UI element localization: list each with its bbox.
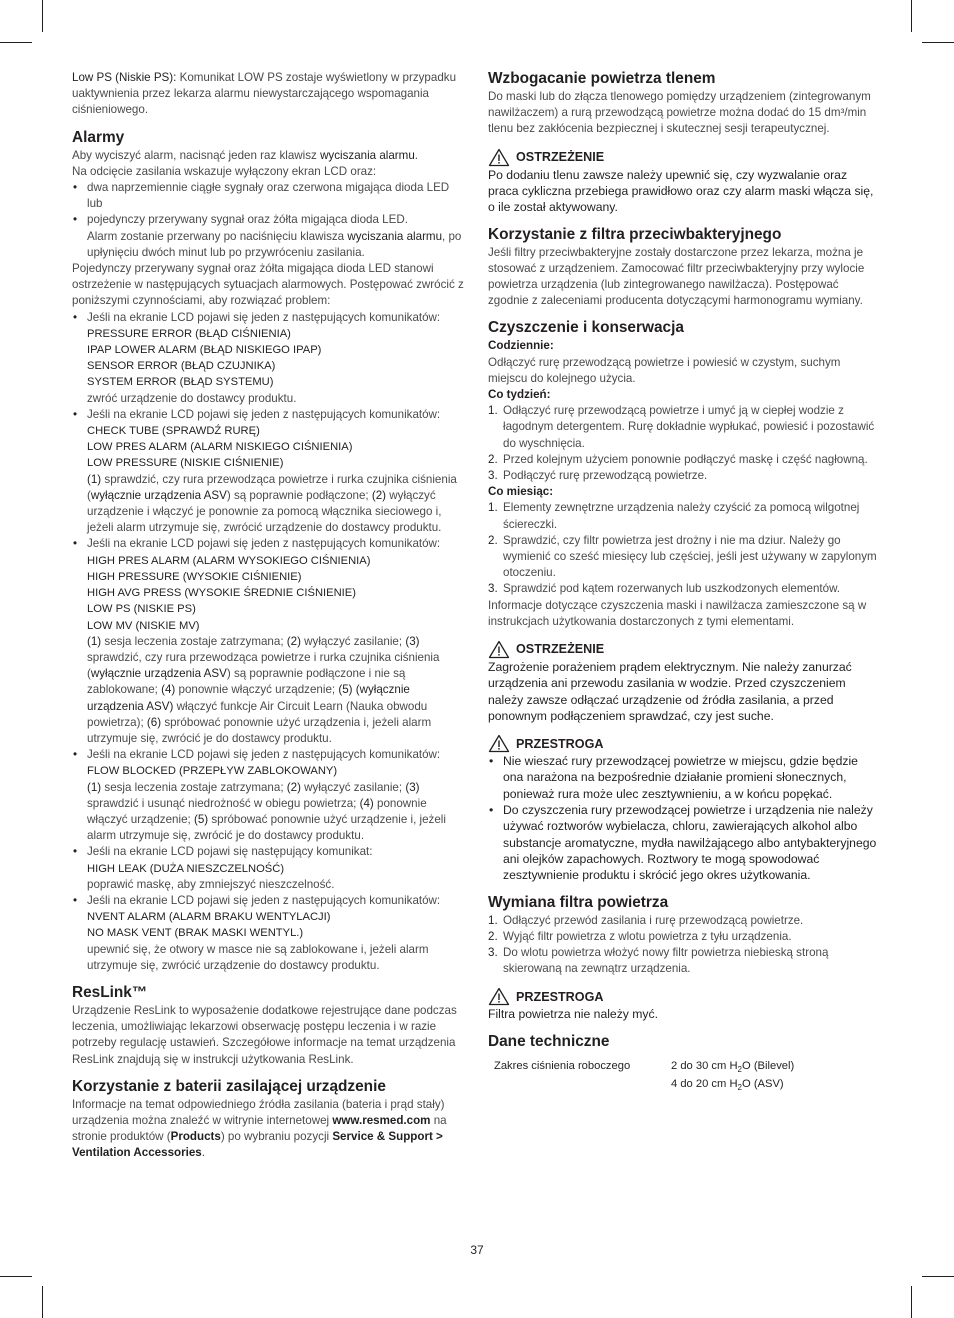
list-item: 1. Elementy zewnętrzne urządzenia należy czyścić za pomocą wilgotnej ściereczki. bbox=[488, 501, 860, 531]
low-ps-paragraph: Low PS (Niskie PS): Komunikat LOW PS zostaje wyświetlony w przypadku uaktywnienia przez lekarza alarmu niewystarczającego wspomagania ciśnieniowego. bbox=[72, 71, 457, 117]
cleaning-caution-body bbox=[488, 753, 880, 883]
list-item: 2. Przed kolejnym użyciem ponownie podłączyć maskę i część nagłowną. bbox=[488, 452, 868, 466]
alarm-code: HIGH PRESSURE (WYSOKIE CIŚNIENIE) bbox=[87, 570, 302, 583]
alarms-heading: Alarmy bbox=[72, 128, 125, 146]
list-item: 2. Sprawdzić, czy filtr powietrza jest drożny i nie ma dziur. Należy go wymienić co sześć miesięcy lub częściej, jeśli jest używany w zapylonym otoczeniu. bbox=[488, 533, 877, 580]
alarm-code: HIGH PRES ALARM (ALARM WYSOKIEGO CIŚNIENIA) bbox=[87, 554, 371, 567]
alarm-group-5: • Jeśli na ekranie LCD pojawi się następujący komunikat: HIGH LEAK (DUŻA NIESZCZELNOŚĆ) poprawić maskę, aby zmniejszyć nieszczelność. bbox=[72, 844, 464, 893]
power-off-intro: Na odcięcie zasilania wskazuje wyłączony ekran LCD oraz: bbox=[72, 164, 377, 178]
alarm-code: IPAP LOWER ALARM (BŁĄD NISKIEGO IPAP) bbox=[87, 344, 322, 357]
crop-mark bbox=[0, 42, 32, 43]
cleaning-warning-text: Zagrożenie porażeniem prądem elektrycznym. Nie należy zanurzać urządzenia ani przewodu zasilania w wodzie. Przed czyszczeniem należy zawsze odłączać urządzenie od źródła zasilania, a przed ponownym podłączeniem sprawdzać, czy jest suche. bbox=[488, 659, 852, 723]
warning-heading: OSTRZEŻENIE bbox=[488, 640, 880, 659]
list-item: • Do czyszczenia rury przewodzącej powietrze i urządzenia nie należy używać roztworów wybielacza, chloru, zawierających alkohol albo substancje aromatyczne, mydła nawilżającego albo antybakteryjnego ani olejków zapachowych. Roztwory te mogą spowodować zesztywnienie produktu i skrócić jego okres użytkowania. bbox=[488, 802, 880, 883]
weekly-list bbox=[488, 403, 880, 484]
monthly-list bbox=[488, 500, 880, 597]
alarm-code: SYSTEM ERROR (BŁĄD SYSTEMU) bbox=[87, 376, 274, 389]
alarm-code: LOW PS (NISKIE PS) bbox=[87, 603, 196, 616]
oxygen-warning-text: Po dodaniu tlenu zawsze należy upewnić się, czy wyzwalanie oraz praca cykliczna przebiega prawidłowo oraz czy alarm maski włącza się, o ile został aktywowany. bbox=[488, 167, 874, 215]
crop-mark bbox=[911, 0, 912, 32]
alarm-group-6: • Jeśli na ekranie LCD pojawi się jeden z następujących komunikatów: NVENT ALARM (ALARM BRAKU WENTYLACJI) NO MASK VENT (BRAK MASKI WENTYL.) upewnić się, że otwory w masce nie są zablokowane i, jeżeli alarm utrzymuje się, zwrócić urządzenie do dostawcy produktu. bbox=[72, 893, 464, 974]
caution-heading: PRZESTROGA bbox=[488, 987, 880, 1006]
list-item: 1. Odłączyć rurę przewodzącą powietrze i umyć ją w ciepłej wodzie z łagodnym detergentem. Rurę dokładnie wypłukać, powiesić i pozostawić do wyschnięcia. bbox=[488, 404, 875, 450]
list-item: 3. Podłączyć rurę przewodzącą powietrze. bbox=[488, 468, 708, 482]
alarm-groups-list bbox=[72, 310, 464, 974]
filter-heading: Korzystanie z filtra przeciwbakteryjnego bbox=[488, 225, 782, 243]
single-signal-paragraph: Pojedynczy przerywany sygnał oraz żółta migająca dioda LED stanowi ostrzeżenie w następujących sytuacjach alarmowych. Postępować zwrócić z poniższymi czynnościami, aby rozwiązać problem: bbox=[72, 262, 464, 308]
alarm-code: NVENT ALARM (ALARM BRAKU WENTYLACJI) bbox=[87, 911, 331, 924]
warning-triangle-icon bbox=[488, 734, 510, 753]
alarm-group-2: • Jeśli na ekranie LCD pojawi się jeden z następujących komunikatów: CHECK TUBE (SPRAWDŹ RURĘ) LOW PRES ALARM (ALARM NISKIEGO CIŚNIENIA) LOW PRESSURE (NISKIE CIŚNIENIE) (1) sprawdzić, czy rura przewodząca powietrze i rurka czujnika ciśnienia (wyłącznie urządzenia ASV) są poprawnie podłączone; (2) wyłączyć urządzenie i włączyć je ponownie za pomocą włącznika sieciowego i, jeżeli alarm utrzymuje się, zwrócić urządzenie do dostawcy produktu. bbox=[72, 407, 464, 537]
weekly-label: Co tydzień: bbox=[488, 387, 551, 401]
cleaning-heading: Czyszczenie i konserwacja bbox=[488, 319, 684, 337]
alarm-code: SENSOR ERROR (BŁĄD CZUJNIKA) bbox=[87, 360, 276, 373]
warning-heading: OSTRZEŻENIE bbox=[488, 148, 880, 167]
tech-data-table bbox=[488, 1057, 800, 1097]
alarm-code: LOW PRESSURE (NISKIE CIŚNIENIE) bbox=[87, 457, 284, 470]
tech-data-heading: Dane techniczne bbox=[488, 1032, 610, 1050]
crop-mark bbox=[911, 1286, 912, 1318]
power-off-list bbox=[72, 180, 464, 261]
crop-mark bbox=[0, 1276, 32, 1277]
alarm-code: LOW MV (NISKIE MV) bbox=[87, 619, 200, 632]
filter-caution-text: Filtra powietrza nie należy myć. bbox=[488, 1007, 659, 1022]
crop-mark bbox=[42, 0, 43, 32]
caution-heading: PRZESTROGA bbox=[488, 734, 880, 753]
left-column bbox=[72, 70, 464, 1162]
warning-triangle-icon bbox=[488, 987, 510, 1006]
monthly-label: Co miesiąc: bbox=[488, 485, 554, 499]
alarm-code: PRESSURE ERROR (BŁĄD CIŚNIENIA) bbox=[87, 327, 291, 340]
filter-replace-list bbox=[488, 913, 880, 978]
list-item: 1. Odłączyć przewód zasilania i rurę przewodzącą powietrze. bbox=[488, 913, 804, 927]
list-item: • pojedynczy przerywany sygnał oraz żółta migająca dioda LED. Alarm zostanie przerwany po naciśnięciu klawisza wyciszania alarmu, po upłynięciu dwóch minut lub po przywróceniu zasilania. bbox=[72, 212, 464, 261]
table-row bbox=[488, 1057, 800, 1097]
daily-label: Codziennie: bbox=[488, 339, 554, 353]
spec-value: 2 do 30 cm $H_2O$ (Bilevel) 4 do 20 cm $H_2O$ (ASV) bbox=[671, 1059, 795, 1093]
cleaning-info: Informacje dotyczące czyszczenia maski i nawilżacza zamieszczone są w instrukcjach użytkowania dostarczonych z tymi elementami. bbox=[488, 598, 867, 628]
list-item: • dwa naprzemiennie ciągłe sygnały oraz czerwona migająca dioda LED lub bbox=[72, 180, 464, 212]
crop-mark bbox=[922, 1276, 954, 1277]
warning-triangle-icon bbox=[488, 640, 510, 659]
alarm-code: NO MASK VENT (BRAK MASKI WENTYL.) bbox=[87, 927, 304, 940]
spec-label: Zakres ciśnienia roboczego bbox=[494, 1059, 631, 1072]
alarm-code: FLOW BLOCKED (PRZEPŁYW ZABLOKOWANY) bbox=[87, 765, 338, 778]
alarm-mute-intro: Aby wyciszyć alarm, nacisnąć jeden raz klawisz wyciszania alarmu. bbox=[72, 148, 419, 162]
reslink-heading: ResLink™ bbox=[72, 983, 148, 1001]
alarm-code: HIGH AVG PRESS (WYSOKIE ŚREDNIE CIŚNIENIE) bbox=[87, 587, 356, 600]
alarm-code: HIGH LEAK (DUŻA NIESZCZELNOŚĆ) bbox=[87, 862, 285, 875]
list-item: 3. Sprawdzić pod kątem rozerwanych lub uszkodzonych elementów. bbox=[488, 582, 841, 596]
page-number: 37 bbox=[470, 1243, 484, 1257]
alarm-code: CHECK TUBE (SPRAWDŹ RURĘ) bbox=[87, 425, 260, 438]
daily-text: Odłączyć rurę przewodzącą powietrze i powiesić w czystym, suchym miejscu do kolejnego użycia. bbox=[488, 355, 841, 385]
crop-mark bbox=[922, 42, 954, 43]
filter-replace-heading: Wymiana filtra powietrza bbox=[488, 893, 669, 911]
alarm-group-1: • Jeśli na ekranie LCD pojawi się jeden z następujących komunikatów: PRESSURE ERROR (BŁĄD CIŚNIENIA) IPAP LOWER ALARM (BŁĄD NISKIEGO IPAP) SENSOR ERROR (BŁĄD CZUJNIKA) SYSTEM ERROR (BŁĄD SYSTEMU) zwróć urządzenie do dostawcy produktu. bbox=[72, 310, 464, 407]
list-item: 3. Do wlotu powietrza włożyć nowy filtr powietrza niebieską stroną skierowaną na zewnątrz urządzenia. bbox=[488, 945, 829, 976]
list-item: • Nie wieszać rury przewodzącej powietrze w miejscu, gdzie będzie ona narażona na bezpośrednie działanie promieni słonecznych, ponieważ rura może ulec zesztywnieniu, a w końcu popękać. bbox=[488, 753, 880, 802]
battery-text: Informacje na temat odpowiedniego źródła zasilania (bateria i prąd stały) urządzenia można znaleźć w witrynie internetowej www.resmed.com na stronie produktów (Products) po wybraniu pozycji Service & Support > Ventilation Accessories. bbox=[72, 1097, 447, 1160]
oxygen-heading: Wzbogacanie powietrza tlenem bbox=[488, 70, 716, 87]
resmed-link[interactable]: www.resmed.com bbox=[332, 1113, 431, 1127]
alarm-code: LOW PRES ALARM (ALARM NISKIEGO CIŚNIENIA) bbox=[87, 441, 353, 454]
reslink-text: Urządzenie ResLink to wyposażenie dodatkowe rejestrujące dane podczas leczenia, umożliwiając lekarzowi obserwację postępu leczenia i w razie potrzeby regulację ustawień. Szczegółowe informacje na temat urządzenia ResLink znajdują się w instrukcji użytkowania ResLink. bbox=[72, 1003, 457, 1066]
list-item: 2. Wyjąć filtr powietrza z wlotu powietrza z tyłu urządzenia. bbox=[488, 929, 792, 943]
warning-triangle-icon bbox=[488, 148, 510, 167]
crop-mark bbox=[42, 1286, 43, 1318]
alarm-group-3: • Jeśli na ekranie LCD pojawi się jeden z następujących komunikatów: HIGH PRES ALARM (ALARM WYSOKIEGO CIŚNIENIA) HIGH PRESSURE (WYSOKIE CIŚNIENIE) HIGH AVG PRESS (WYSOKIE ŚREDNIE CIŚNIENIE) LOW PS (NISKIE PS) LOW MV (NISKIE MV) (1) sesja leczenia zostaje zatrzymana; (2) wyłączyć zasilanie; (3) sprawdzić, czy rura przewodząca powietrze i rurka czujnika ciśnienia (wyłącznie urządzenia ASV) są poprawnie podłączone i nie są zablokowane; (4) ponownie włączyć urządzenie; (5) (wyłącznie urządzenia ASV) włączyć funkcje Air Circuit Learn (Nauka obwodu powietrza); (6) spróbować ponownie użyć urządzenia i, jeżeli alarm utrzymuje się, zwrócić je do dostawcy produktu. bbox=[72, 536, 464, 747]
battery-heading: Korzystanie z baterii zasilającej urządzenie bbox=[72, 1077, 386, 1095]
oxygen-text: Do maski lub do złącza tlenowego pomiędzy urządzeniem (zintegrowanym nawilżaczem) a rurą przewodzącą powietrze można dodać do 15 dm³/min tlenu bez zakłócenia bezpiecznej i skutecznej sesji terapeutycznej. bbox=[488, 90, 871, 136]
alarm-group-4: • Jeśli na ekranie LCD pojawi się jeden z następujących komunikatów: FLOW BLOCKED (PRZEPŁYW ZABLOKOWANY) (1) sesja leczenia zostaje zatrzymana; (2) wyłączyć zasilanie; (3) sprawdzić i usunąć niedrożność w obiegu powietrza; (4) ponownie włączyć urządzenie; (5) spróbować ponownie użyć urządzenie i, jeżeli alarm utrzymuje się, zwrócić je do dostawcy produktu. bbox=[72, 747, 464, 844]
filter-text: Jeśli filtry przeciwbakteryjne zostały dostarczone przez lekarza, można je stosować z urządzeniem. Zamocować filtr przeciwbakteryjny przy wylocie powietrza urządzenia (lub zintegrowanego nawilżacza). Postępować zgodnie z zaleceniami producenta dotyczącymi harmonogramu wymiany. bbox=[488, 245, 865, 308]
right-column bbox=[488, 70, 880, 1097]
